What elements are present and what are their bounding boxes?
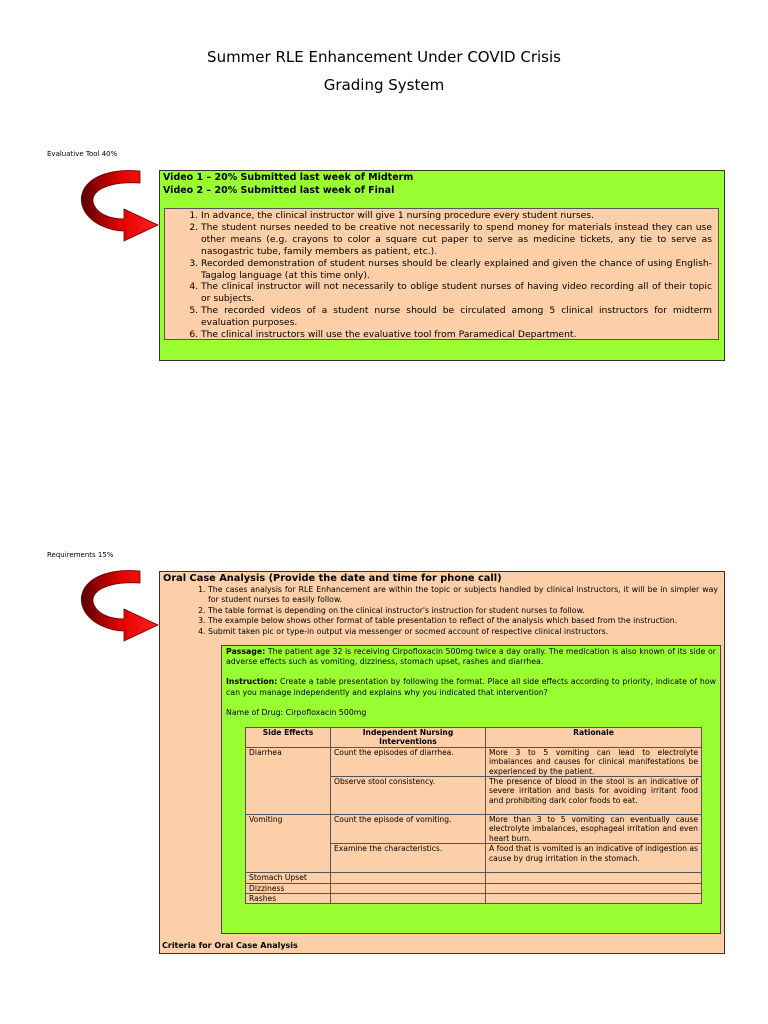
page-subtitle: Grading System xyxy=(323,76,445,94)
table-row xyxy=(246,894,702,904)
list-item: 1. In advance, the clinical instructor will give 1 nursing procedure every student nurses. xyxy=(201,210,712,222)
column-header: Rationale xyxy=(486,728,702,748)
video2-line: Video 2 – 20% Submitted last week of Final xyxy=(163,185,395,196)
table-cell xyxy=(486,873,702,883)
passage-text: The patient age 32 is receiving Cirpofloxacin 500mg twice a day orally. The medication is also known of its side or adverse effects such as vomiting, dizziness, stomach upset, rashes and diarrhea. xyxy=(226,647,716,667)
table-cell xyxy=(331,894,486,904)
table-row xyxy=(246,815,702,844)
table-cell: Observe stool consistency. xyxy=(331,777,486,815)
video-requirements-box xyxy=(159,170,725,361)
table-cell: Rashes xyxy=(246,894,331,904)
table-cell xyxy=(331,873,486,883)
table-cell: More 3 to 5 vomiting can lead to electrolyte imbalances and causes for clinical manifestations be experienced by the patient. xyxy=(486,747,702,776)
oral-case-list xyxy=(160,585,724,637)
table-cell: Vomiting xyxy=(246,815,331,873)
list-item: 5. The recorded videos of a student nurse should be circulated among 5 clinical instructors for midterm evaluation purposes. xyxy=(201,305,712,329)
list-item: 3. Recorded demonstration of student nurses should be clearly explained and given the chance of using English-Tagalog language (at this time only). xyxy=(201,258,712,282)
guidelines-list xyxy=(165,209,718,341)
instruction-label: Instruction: xyxy=(226,677,278,687)
drug-name: Name of Drug: Cirpofloxacin 500mg xyxy=(226,707,367,717)
list-item: 1. The cases analysis for RLE Enhancement are within the topic or subjects handled by clinical instructors, it will be in simpler way for student nurses to easily follow. xyxy=(208,585,718,606)
table-cell: The presence of blood in the stool is an indicative of severe irritation and basis for avoiding irritant food and prohibiting dark color foods to eat. xyxy=(486,777,702,815)
table-cell: Diarrhea xyxy=(246,747,331,814)
passage-label: Passage: xyxy=(226,647,266,656)
criteria-footer: Criteria for Oral Case Analysis xyxy=(162,941,298,950)
table-cell xyxy=(331,883,486,893)
case-example-box xyxy=(221,645,721,934)
list-item: 2. The student nurses needed to be creative not necessarily to spend money for materials instead they can use other means (e.g. crayons to color a square cut paper to serve as medicine tickets, any tie to serve as nasogastric tube, family members as patient, etc.). xyxy=(201,222,712,258)
instruction-text: Create a table presentation by following the format. Place all side effects according to priority, indicate of how can you manage independently and explains why you indicated that intervention? xyxy=(226,677,716,697)
list-item: 2. The table format is depending on the clinical instructor's instruction for student nurses to follow. xyxy=(208,606,718,616)
table-cell: Examine the characteristics. xyxy=(331,844,486,873)
evaluative-tool-label: Evaluative Tool 40% xyxy=(47,150,118,158)
list-item: 3. The example below shows other format of table presentation to reflect of the analysis which based from the instruction. xyxy=(208,616,718,626)
table-cell: Count the episodes of diarrhea. xyxy=(331,747,486,776)
table-cell: A food that is vomited is an indicative of indigestion as cause by drug irritation in the stomach. xyxy=(486,844,702,873)
table-cell: Stomach Upset xyxy=(246,873,331,883)
column-header: Independent Nursing Interventions xyxy=(331,728,486,748)
page-title: Summer RLE Enhancement Under COVID Crisis xyxy=(207,48,561,66)
table-cell xyxy=(486,883,702,893)
oral-case-analysis-box xyxy=(159,571,725,954)
table-cell: Count the episode of vomiting. xyxy=(331,815,486,844)
oral-case-heading: Oral Case Analysis (Provide the date and time for phone call) xyxy=(163,573,502,584)
list-item: 4. Submit taken pic or type-in output via messenger or socmed account of respective clinical instructors. xyxy=(208,627,718,637)
table-row xyxy=(246,883,702,893)
table-row xyxy=(246,747,702,776)
side-effects-table xyxy=(245,727,702,904)
table-cell: More than 3 to 5 vomiting can eventually cause electrolyte imbalances, esophageal irritation and even heart burn. xyxy=(486,815,702,844)
curved-arrow-icon xyxy=(72,165,162,250)
curved-arrow-icon xyxy=(72,565,162,650)
guidelines-box xyxy=(164,208,719,340)
requirements-label: Requirements 15% xyxy=(47,551,114,559)
list-item: 4. The clinical instructor will not necessarily to oblige student nurses of having video recording all of their topic or subjects. xyxy=(201,281,712,305)
passage xyxy=(226,647,716,667)
list-item: 6. The clinical instructors will use the evaluative tool from Paramedical Department. xyxy=(201,329,712,341)
instruction xyxy=(226,677,716,697)
table-header-row xyxy=(246,728,702,748)
column-header: Side Effects xyxy=(246,728,331,748)
video1-line: Video 1 – 20% Submitted last week of Midterm xyxy=(163,172,414,183)
table-row xyxy=(246,873,702,883)
table-cell xyxy=(486,894,702,904)
table-cell: Dizziness xyxy=(246,883,331,893)
